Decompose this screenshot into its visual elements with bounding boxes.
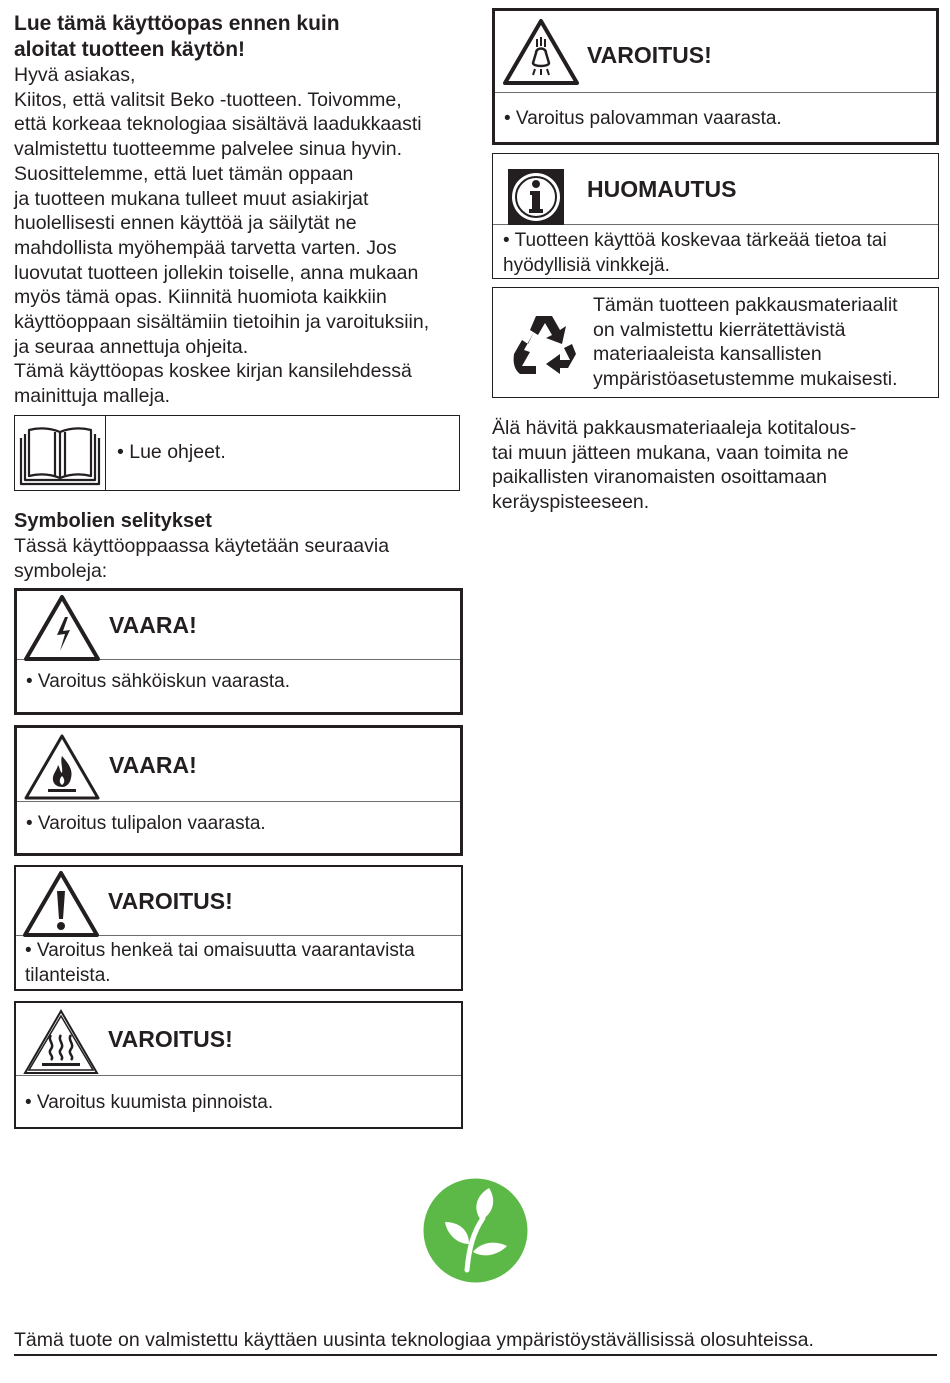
note-text-line: • Tuotteen käyttöä koskevaa tärkeää tietoa tai [503,230,887,251]
electric-shock-icon [23,593,101,663]
recycle-box [492,287,939,398]
symbols-heading: Symbolien selitykset [14,510,212,532]
fire-warning-box [14,725,463,856]
disposal-text [492,416,912,515]
symbols-intro-line: Tässä käyttöoppaassa käytetään seuraavia [14,535,390,557]
note-text [493,225,938,278]
intro-line: Kiitos, että valitsit Beko -tuotteen. Toivomme, [14,88,402,111]
warning-header [495,11,936,93]
intro-heading-line: aloitat tuotteen käytön! [14,38,246,61]
warning-text: • Varoitus tulipalon vaarasta. [26,813,266,834]
warning-text: • Varoitus sähköiskun vaarasta. [26,671,290,692]
hot-surface-warning-box [14,1001,463,1129]
intro-line: käyttöoppaan sisältämiin tietoihin ja varoituksiin, [14,311,430,334]
warning-header [16,867,461,936]
warning-title: VAROITUS! [108,1026,233,1052]
symbols-section [14,509,474,583]
disposal-line: paikallisten viranomaisten osoittamaan [492,466,827,489]
electric-shock-warning-box [14,588,463,715]
warning-header [17,591,460,660]
footer-rule [14,1354,937,1356]
read-instructions-box [14,415,460,491]
recycle-icon [510,312,580,378]
intro-line: Hyvä asiakas, [14,64,136,86]
intro-heading-line: Lue tämä käyttöopas ennen kuin [14,12,340,35]
recycle-text-line: materiaaleista kansallisten [593,343,822,366]
book-icon-cell [15,416,106,490]
disposal-line: tai muun jätteen mukana, vaan toimita ne [492,441,849,464]
recycle-text-line: Tämän tuotteen pakkausmateriaalit [593,294,898,316]
burn-warning-box [492,8,939,145]
intro-line: luovutat tuotteen jollekin toiselle, anna mukaan [14,261,419,284]
recycle-text [593,293,933,392]
intro-line: valmistettu tuotteemme palvelee sinua hyvin. [14,138,403,161]
intro-line: ja seuraa annettuja ohjeita. [14,335,249,358]
intro-section [14,11,474,409]
note-text-line: hyödyllisiä vinkkejä. [503,254,670,276]
book-icon [15,416,105,490]
warning-title: VAROITUS! [587,42,712,68]
intro-line: Tämä käyttöopas koskee kirjan kansilehdessä [14,360,412,383]
warning-text-line: • Varoitus henkeä tai omaisuutta vaarantavista [25,940,415,961]
hot-surface-icon [22,1007,100,1077]
warning-header [16,1003,461,1076]
steam-burn-icon [502,17,580,87]
read-instructions-text: • Lue ohjeet. [117,441,226,463]
warning-text: • Varoitus kuumista pinnoista. [25,1092,274,1113]
note-header [493,154,938,225]
note-box [492,153,939,279]
intro-heading [14,11,434,63]
intro-body [14,63,474,409]
warning-text: • Varoitus palovamman vaarasta. [504,108,782,129]
warning-text [16,936,461,988]
exclamation-icon [22,869,100,939]
recycle-text-line: ympäristöasetustemme mukaisesti. [593,368,898,391]
intro-line: että korkeaa teknologiaa sisältävä laadukkaasti [14,113,422,136]
disposal-line: Älä hävitä pakkausmateriaaleja kotitalous- [492,417,857,439]
intro-line: mahdollista myöhempää tarvetta varten. Jos [14,236,397,259]
info-icon [508,169,564,225]
intro-line: Suosittelemme, että luet tämän oppaan [14,162,354,185]
intro-line: huolellisesti ennen käyttöä ja säilytät ne [14,212,357,235]
warning-title: VAARA! [109,612,197,638]
symbols-intro-line: symboleja: [14,559,108,582]
eco-leaf-icon [423,1178,528,1283]
warning-text-line: tilanteista. [25,964,111,986]
symbols-intro [14,534,474,583]
intro-line: mainittuja malleja. [14,385,171,408]
warning-title: VAROITUS! [108,888,233,914]
general-warning-box [14,865,463,991]
footer-text: Tämä tuote on valmistettu käyttäen uusinta teknologiaa ympäristöystävällisissä olosuhteissa. [14,1329,814,1351]
intro-line: myös tämä opas. Kiinnitä huomiota kaikkiin [14,286,387,309]
recycle-text-line: on valmistettu kierrätettävistä [593,318,846,341]
note-title: HUOMAUTUS [587,176,737,202]
intro-line: ja tuotteen mukana tulleet muut asiakirjat [14,187,369,210]
warning-header [17,728,460,802]
fire-icon [23,732,101,802]
warning-title: VAARA! [109,752,197,778]
disposal-line: keräyspisteeseen. [492,491,650,514]
